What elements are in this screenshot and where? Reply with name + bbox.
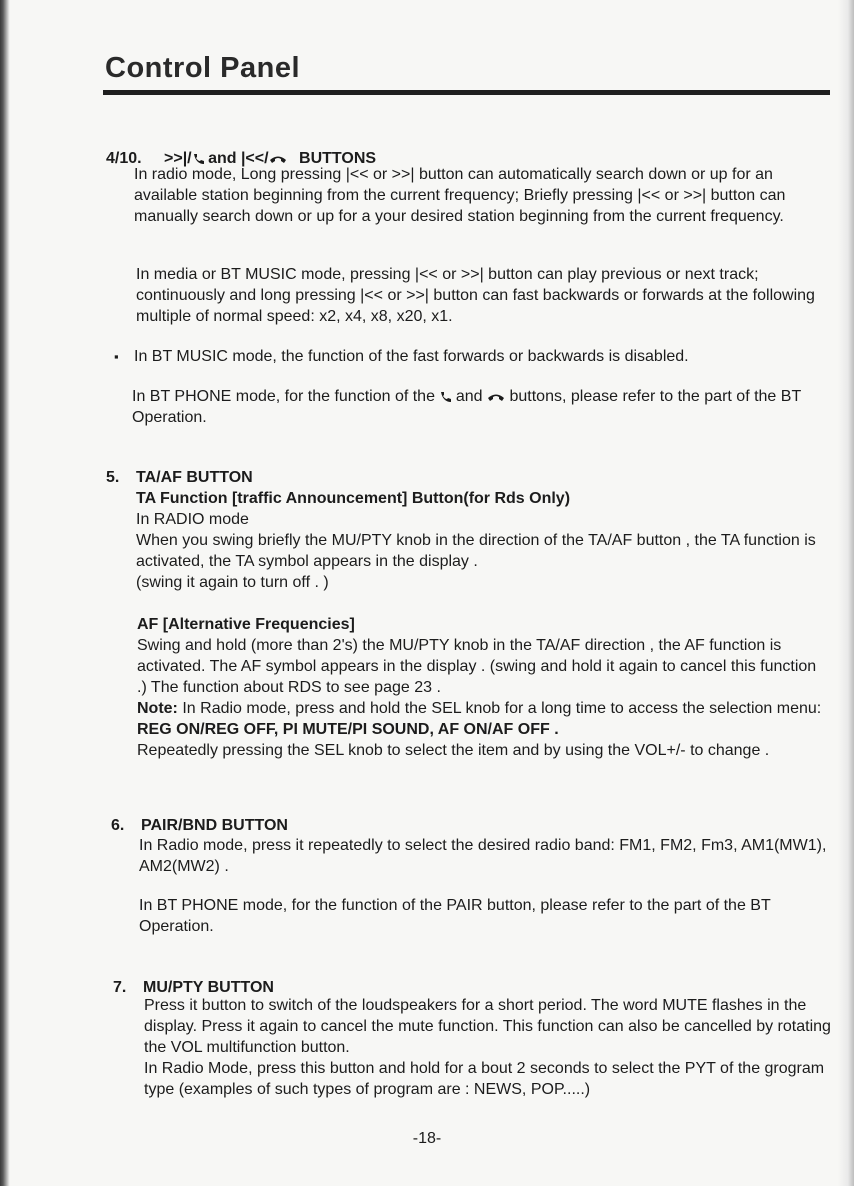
section-7-body	[144, 995, 839, 1100]
paragraph: In media or BT MUSIC mode, pressing |<< or >>| button can play previous or next track; continuously and long pressing |<< or >>| button can fast backwards or forwards at the following multiple of normal speed: x2, x4, x8, x20, x1.	[136, 266, 815, 325]
ta-function-title: TA Function [traffic Announcement] Button(for Rds Only)	[136, 490, 571, 507]
note-menu: REG ON/REG OFF, PI MUTE/PI SOUND, AF ON/AF OFF .	[137, 721, 559, 738]
section-6-heading	[111, 815, 288, 836]
section-4-10-para4	[132, 386, 822, 428]
paragraph: In BT PHONE mode, for the function of the PAIR button, please refer to the part of the BT Operation.	[139, 897, 771, 935]
page-title: Control Panel	[105, 52, 301, 84]
section-title: TA/AF BUTTON	[136, 469, 253, 486]
bullet-marker: ▪	[114, 349, 119, 364]
section-number: 5.	[106, 469, 120, 486]
heading-part: BUTTONS	[299, 150, 377, 167]
note-label: Note:	[137, 700, 178, 717]
section-title: MU/PTY BUTTON	[143, 979, 274, 996]
paragraph: In Radio Mode, press this button and hold for a bout 2 seconds to select the PYT of the grogram type (examples of such types of program are : NEWS, POP.....)	[144, 1060, 825, 1098]
section-title: PAIR/BND BUTTON	[141, 817, 288, 834]
section-number: 7.	[113, 979, 127, 996]
call-answer-icon	[439, 391, 451, 403]
af-title: AF [Alternative Frequencies]	[137, 616, 355, 633]
section-6-para1	[139, 835, 829, 877]
section-4-10-para3	[134, 346, 824, 367]
paragraph: When you swing briefly the MU/PTY knob in the direction of the TA/AF button , the TA function is activated, the TA symbol appears in the display .	[136, 532, 816, 570]
section-4-10-para2	[136, 264, 826, 327]
paragraph: In Radio mode, press it repeatedly to select the desired radio band: FM1, FM2, Fm3, AM1(MW1), AM2(MW2) .	[139, 837, 827, 875]
text-run: In BT PHONE mode, for the function of the	[132, 388, 435, 405]
paragraph: Press it button to switch of the loudspeakers for a short period. The word MUTE flashes in the display. Press it again to cancel the mute function. This function can also be cancelled by rotating the VOL multifunction button.	[144, 997, 831, 1056]
paragraph: Repeatedly pressing the SEL knob to select the item and by using the VOL+/- to change .	[137, 742, 770, 759]
heading-part: >>|/	[164, 150, 192, 167]
call-answer-icon	[192, 153, 204, 165]
text-run: buttons, please refer to the part of the BT Operation.	[132, 388, 801, 426]
title-divider	[103, 90, 830, 95]
page-binding-edge	[0, 0, 10, 1186]
section-number: 6.	[111, 817, 125, 834]
paragraph: In BT MUSIC mode, the function of the fast forwards or backwards is disabled.	[134, 348, 689, 365]
paragraph: (swing it again to turn off . )	[136, 574, 329, 591]
paragraph: In RADIO mode	[136, 511, 249, 528]
call-hangup-icon	[487, 392, 505, 402]
section-6-para2	[139, 895, 829, 937]
section-5-ta	[136, 488, 826, 593]
note-text: In Radio mode, press and hold the SEL knob for a long time to access the selection menu:	[182, 700, 822, 717]
section-4-10-para1	[134, 164, 814, 227]
paragraph: Swing and hold (more than 2's) the MU/PTY knob in the TA/AF direction , the AF function is activated. The AF symbol appears in the display . (swing and hold it again to cancel this function .) The function about RDS to see page 23 .	[137, 637, 817, 696]
section-5-heading	[106, 467, 253, 488]
page-right-edge	[838, 0, 854, 1186]
section-5-af	[137, 614, 829, 761]
heading-part: and |<</	[208, 150, 269, 167]
paragraph: In radio mode, Long pressing |<< or >>| button can automatically search down or up for an available station beginning from the current frequency; Briefly pressing |<< or >>| button can manually search down or up for a your desired station beginning from the current frequency.	[134, 166, 786, 225]
section-number: 4/10.	[106, 150, 142, 167]
call-hangup-icon	[269, 154, 287, 164]
text-run: and	[455, 388, 483, 405]
page-number: -18-	[412, 1130, 442, 1147]
